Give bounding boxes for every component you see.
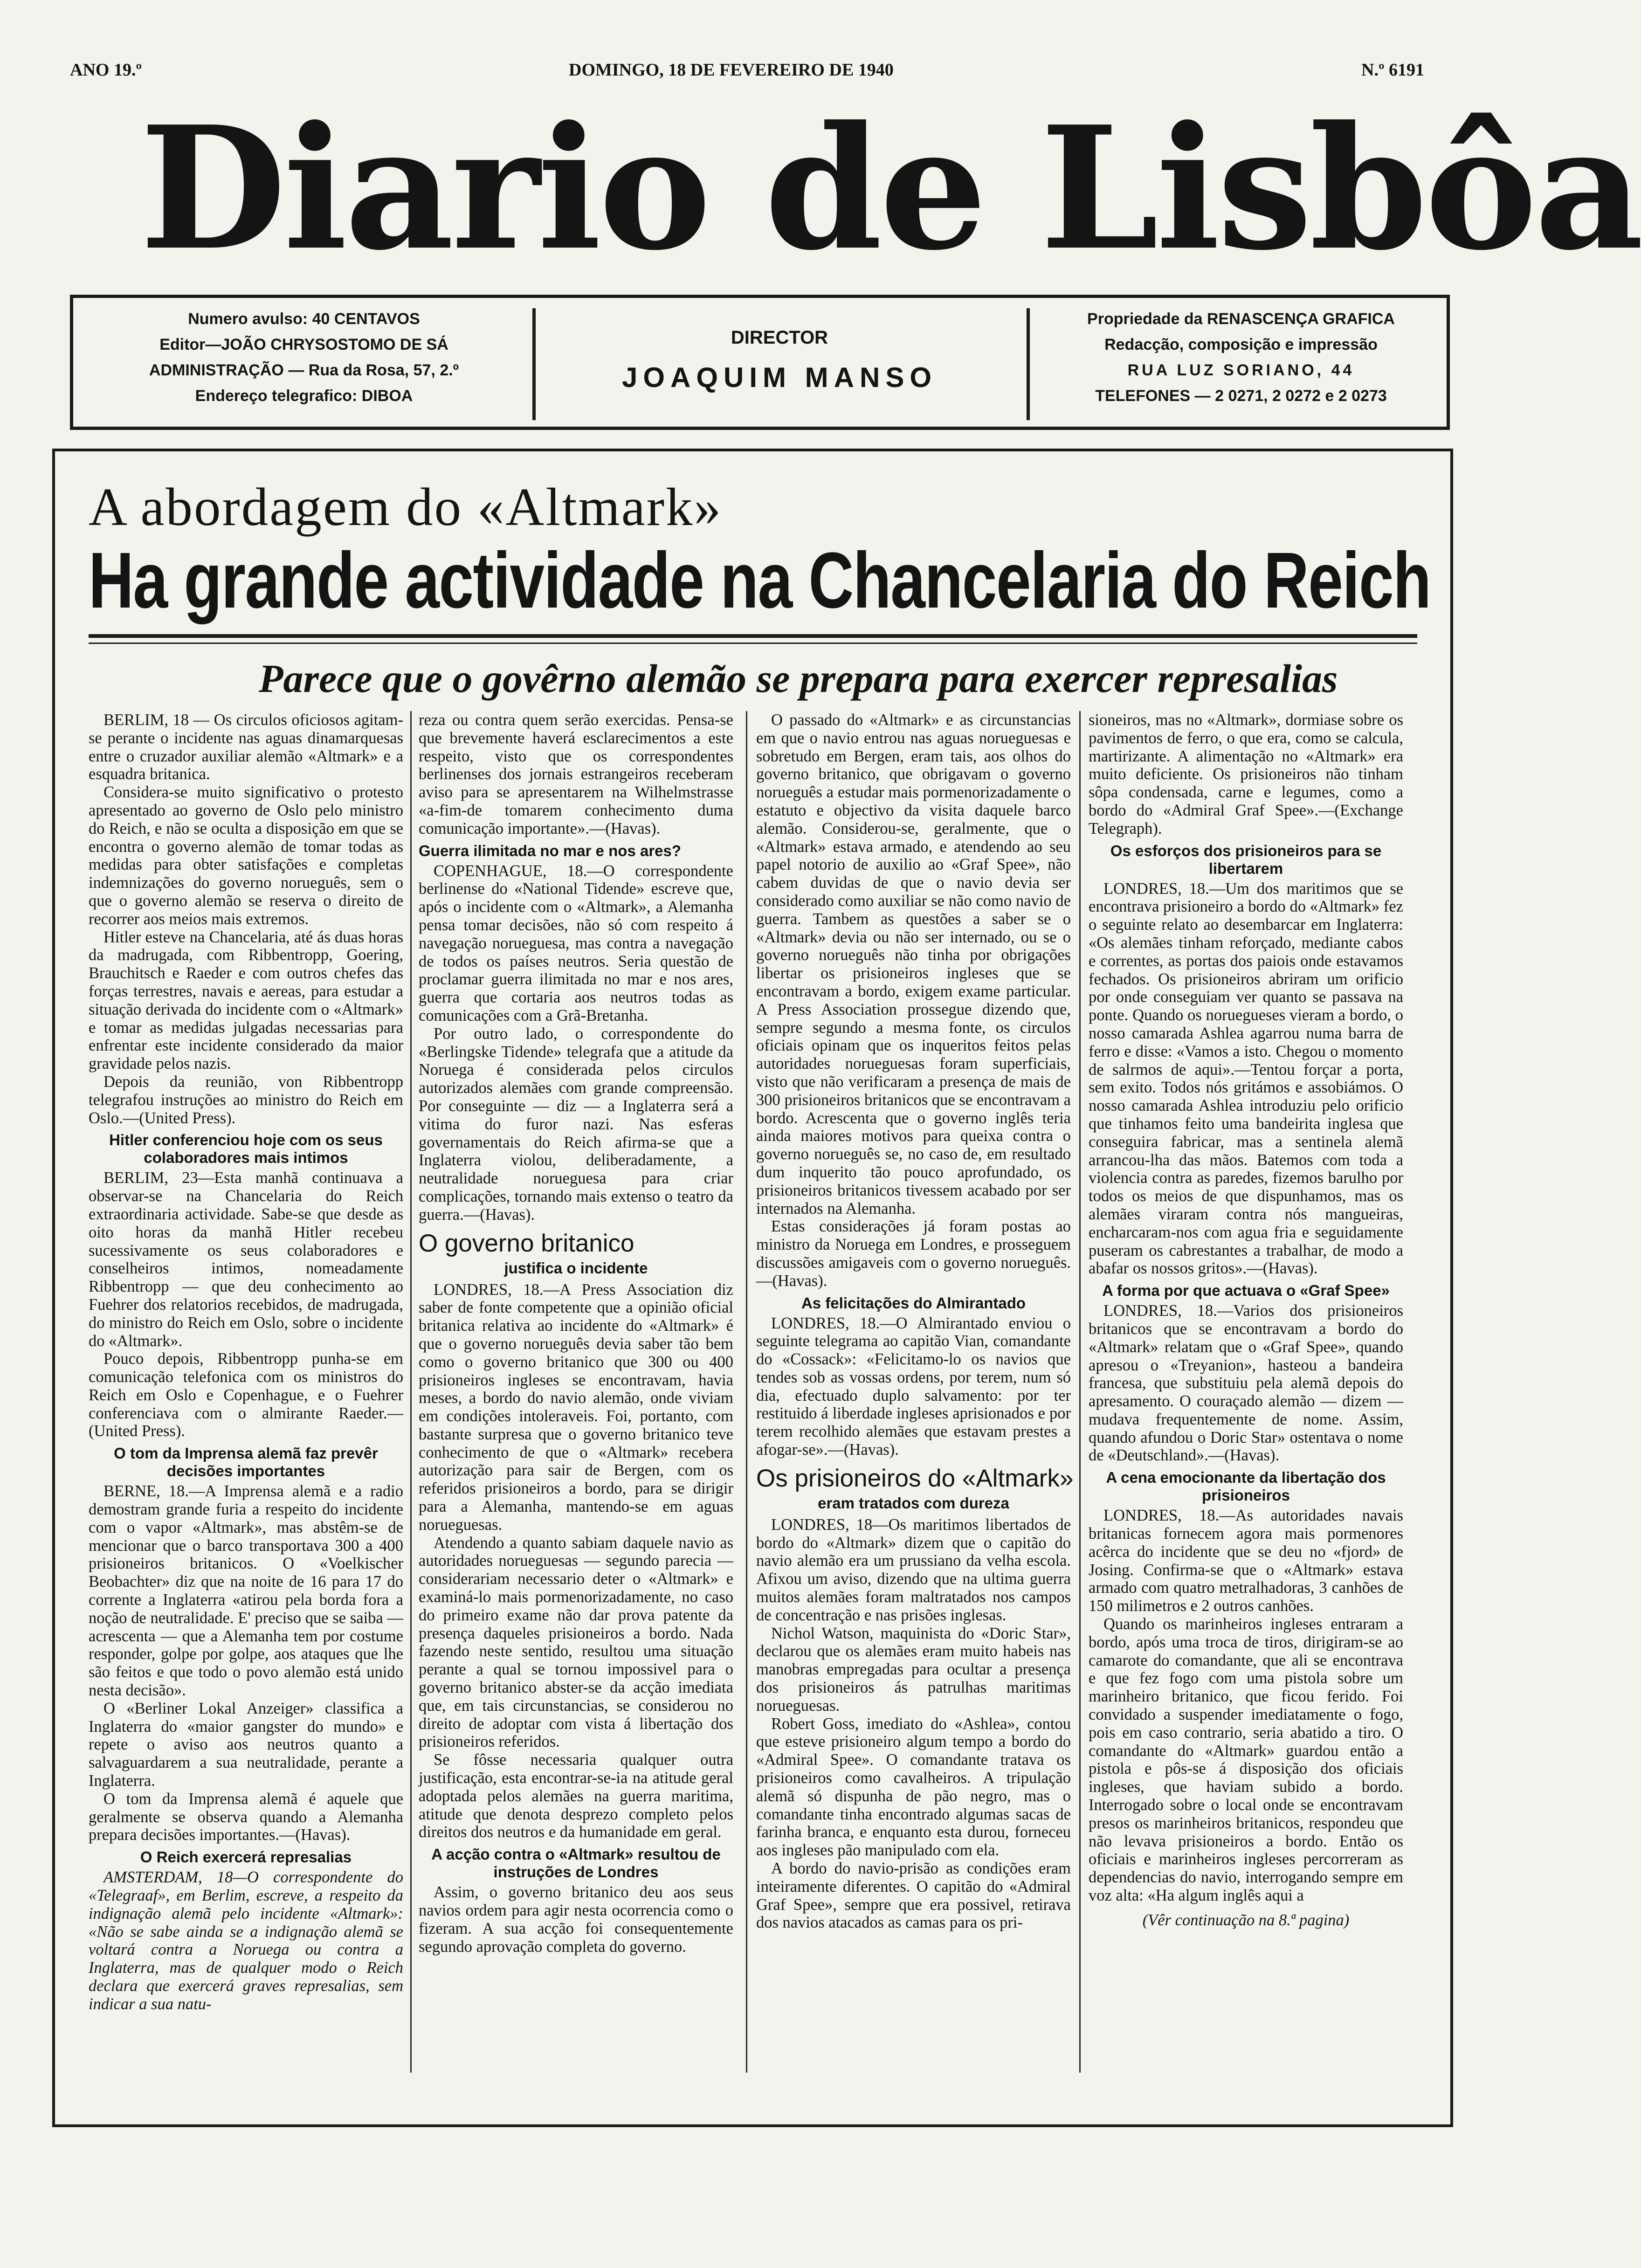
headline-rule	[89, 643, 1417, 644]
section-title: Os prisioneiros do «Altmark»	[756, 1464, 1074, 1492]
info-left	[94, 306, 514, 409]
paragraph: LONDRES, 18.—A Press Association diz saber de fonte competente que a opinião oficial britanica relativa ao incidente do «Altmark» é que o governo norueguês devia saber tão bem como o governo britanico que 300 ou 400 prisioneiros ingleses se encontravam, havia meses, a bordo do navio alemão, onde viviam em condições intoleraveis. Foi, portanto, com bastante surpresa que o governo britanico teve conhecimento de que o «Altmark» recebera autorização para sair de Bergen, com os referidos prisioneiros a bordo, para se dirigir para a Alemanha, mantendo-se em aguas norueguesas.	[419, 1280, 733, 1534]
paragraph: Quando os marinheiros ingleses entraram a bordo, após uma troca de tiros, dirigiram-se ao camarote do comandante, que ali se encontrava e que fez fogo com uma pistola sobre um marinheiro britanico, que ficou ferido. Foi convidado a suspender imediatamente o fogo, pois em caso contrario, seria abatido a tiro. O comandante do «Altmark» guardou então a pistola e pôs-se á disposição dos oficiais ingleses, que haviam subido a bordo. Interrogado sobre o local onde se encontravam presos os marinheiros britanicos, respondeu que não levava prisioneiros a bordo. Então os oficiais e marinheiros ingleses percorreram as dependencias do navio, interrogando sempre em voz alta: «Ha algum inglês aqui a	[1089, 1615, 1403, 1905]
info-left-line: Numero avulso: 40 CENTAVOS	[188, 310, 420, 328]
director-name: JOAQUIM MANSO	[621, 362, 938, 393]
paragraph: O passado do «Altmark» e as circunstancias em que o navio entrou nas aguas norueguesas e sobretudo em Bergen, eram tais, aos olhos do governo britanico, que obrigavam o governo norueguês a estudar mais pormenorizadamente o estatuto e objectivo da visita daquele barco alemão. Considerou-se, geralmente, que o «Altmark» estava armado, e atendendo ao seu papel notorio de auxilio ao «Graf Spee», não cabem duvidas de que o navio devia ser considerado como auxiliar se não como navio de guerra. Tambem as questões a saber se o «Altmark» devia ou não ser internado, ou se o governo norueguês não tinha por obrigações libertar os prisioneiros ingleses que se encontravam a bordo, exigem exame particular. A Press Association prossegue dizendo que, sempre segundo a mesma fonte, os circulos oficiais opinam que os inqueritos feitos pelas autoridades norueguesas foram superficiais, visto que não verificaram a presença de mais de 300 prisioneiros britanicos que se encontravam a bordo. Acrescenta que o governo inglês teria ainda maiores motivos para queixa contra o governo norueguês se, no caso de, em resultado dum inquerito tão pouco aprofundado, os prisioneiros britanicos tivessem acabado por ser internados na Alemanha.	[756, 711, 1071, 1217]
info-left-line: Endereço telegrafico: DIBOA	[195, 387, 413, 405]
section-heading: Os esforços dos prisioneiros para se libertarem	[1110, 842, 1382, 877]
column-rule	[410, 711, 412, 2073]
paragraph: BERLIM, 18 — Os circulos oficiosos agitam-se perante o incidente nas aguas dinamarquesas entre o cruzador auxiliar alemão «Altmark» e a esquadra britanica.	[89, 711, 403, 783]
section-heading: O tom da Imprensa alemã faz prevêr decisões importantes	[114, 1445, 378, 1480]
continuation-note: (Vêr continuação na 8.ª pagina)	[1142, 1911, 1350, 1929]
headline-rule	[89, 634, 1417, 638]
paragraph: LONDRES, 18.—Varios dos prisioneiros britanicos que se encontravam a bordo do «Altmark» relatam que o «Graf Spee», quando apresou o «Treyanion», hasteou a bandeira francesa, que substituiu pela alemã depois do apresamento. O couraçado alemão — dizem — mudava frequentemente de nome. Assim, quando afundou o Doric Star» ostentava o nome de «Deutschland».—(Havas).	[1089, 1302, 1403, 1465]
paragraph: LONDRES, 18.—O Almirantado enviou o seguinte telegrama ao capitão Vian, comandante do «Cossack»: «Felicitamo-lo os navios que tendes sob as vossas ordens, por terem, num só dia, efectuado duplo salvamento: por ter restituido á liberdade ingleses aprisionados e por terem recolhido alemães que estavam prestes a afogar-se».—(Havas).	[756, 1314, 1071, 1459]
section-subtitle: eram tratados com dureza	[818, 1494, 1009, 1512]
section-heading: A forma por que actuava o «Graf Spee»	[1102, 1282, 1390, 1300]
paragraph: Considera-se muito significativo o protesto apresentado ao governo de Oslo pelo ministro do Reich, e não se oculta a disposição em que se encontra o governo alemão de tomar todas as medidas para obter satisfações e completas indemnizações do governo norueguês, sem o que o governo alemão se reserva o direito de recorrer aos meios mais extremos.	[89, 783, 403, 928]
paragraph: BERNE, 18.—A Imprensa alemã e a radio demostram grande furia a respeito do incidente com o vapor «Altmark», mas abstêm-se de mencionar que o barco transportava 300 a 400 prisioneiros britanicos. O «Voelkischer Beobachter» diz que na noite de 16 para 17 do corrente a Inglaterra «atirou pela borda fora a noção de neutralidade. E' preciso que se saiba — acrescenta — que a Alemanha tem por costume responder, golpe por golpe, aos ataques que lhe são feitos e que todo o povo alemão está unido nesta decisão».	[89, 1482, 403, 1700]
section-heading: O Reich exercerá represalias	[140, 1848, 352, 1866]
article-kicker: A abordagem do «Altmark»	[89, 477, 723, 537]
info-box	[70, 295, 1450, 430]
section-subtitle: justifica o incidente	[504, 1259, 648, 1277]
paragraph: A bordo do navio-prisão as condições eram inteiramente diferentes. O capitão do «Admiral Graf Spee», sempre que era possivel, retirava dos navios atacados as camas para os pri-	[756, 1860, 1071, 1932]
info-divider	[532, 308, 536, 420]
paragraph: LONDRES, 18.—As autoridades navais britanicas fornecem agora mais pormenores acêrca do incidente que se deu no «fjord» de Josing. Confirma-se que o «Altmark» estava armado com quatro metralhadoras, 3 canhões de 150 milimetros e 2 outros canhões.	[1089, 1507, 1403, 1615]
paragraph: Se fôsse necessaria qualquer outra justificação, esta encontrar-se-ia na atitude geral adoptada pelos alemães na guerra maritima, atitude que denota desprezo completo pelos direitos dos neutros e da humanidade em geral.	[419, 1751, 733, 1841]
paragraph: LONDRES, 18—Os maritimos libertados de bordo do «Altmark» dizem que o capitão do navio alemão era um prussiano da velha escola. Afixou um aviso, dizendo que na ultima guerra muitos alemães foram maltratados nos campos de concentração e nas prisões inglesas.	[756, 1515, 1071, 1624]
section-title: O governo britanico	[419, 1229, 634, 1257]
paragraph: COPENHAGUE, 18.—O correspondente berlinense do «National Tidende» escreve que, após o incidente com o «Altmark», a Alemanha pensa tomar decisões, não só com respeito á navegação norueguesa, mas contra a navegação de todos os países neutros. Seria questão de proclamar guerra ilimitada no mar e nos ares, guerra que cortaria aos neutros todas as comunicações com a Grã-Bretanha.	[419, 862, 733, 1024]
section-heading: A cena emocionante da libertação dos prisioneiros	[1106, 1469, 1386, 1504]
article-headline: Ha grande actividade na Chancelaria do Reich	[89, 536, 1431, 625]
paragraph: reza ou contra quem serão exercidas. Pensa-se que brevemente haverá esclarecimentos a este respeito, visto que os correspondentes berlinenses dos jornais estrangeiros receberam aviso para se apresentarem na Wilhelmstrasse «a-fim-de tomarem conhecimento duma comunicação importante».—(Havas).	[419, 711, 733, 837]
paragraph: AMSTERDAM, 18—O correspondente do «Telegraaf», em Berlim, escreve, a respeito da indignação alemã pelo incidente «Altmark»: «Não se sabe ainda se a indignação alemã se voltará contra a Noruega ou contra a Inglaterra, mas de qualquer modo o Reich declara que exercerá graves represalias, sem indicar a sua natu-	[89, 1868, 403, 2013]
section-heading: As felicitações do Almirantado	[801, 1294, 1026, 1312]
paragraph: Depois da reunião, von Ribbentropp telegrafou instruções ao ministro do Reich em Oslo.—(United Press).	[89, 1072, 403, 1127]
paragraph: Atendendo a quanto sabiam daquele navio as autoridades norueguesas — segundo parecia — considerariam necessario deter o «Altmark» e examiná-lo mais pormenorizadamente, no caso do primeiro exame não dar prova patente da presença daqueles prisioneiros a bordo. Nada fazendo neste sentido, resultou uma situação perante a qual se tornou impossivel para o governo britanico abster-se da acção imediata que, em tais circunstancias, se considerou no direito de adoptar com vista á libertação dos prisioneiros referidos.	[419, 1534, 733, 1751]
info-left-line: ADMINISTRAÇÃO — Rua da Rosa, 57, 2.º	[149, 361, 459, 379]
paragraph: Estas considerações já foram postas ao ministro da Noruega em Londres, e prosseguem discussões amigaveis com o governo norueguês.—(Havas).	[756, 1217, 1071, 1290]
column-rule	[746, 711, 747, 2073]
paragraph: Nichol Watson, maquinista do «Doric Star», declarou que os alemães eram muito habeis nas manobras empregadas para ocultar a presença dos prisioneiros ás patrulhas maritimas norueguesas.	[756, 1624, 1071, 1715]
masthead-title: Diario de Lisbôa	[140, 90, 1641, 288]
info-left-line: Editor—JOÃO CHRYSOSTOMO DE SÁ	[159, 336, 448, 353]
paragraph: Por outro lado, o correspondente do «Berlingske Tidende» telegrafa que a atitude da Noruega é considerada pelos circulos autorizados alemães com grande compreensão. Por conseguinte — diz — a Inglaterra será a vitima do furor nazi. Nas esferas governamentais do Reich afirma-se que a Inglaterra violou, deliberadamente, a neutralidade norueguesa para criar complicações, tornando mais extenso o teatro da guerra.—(Havas).	[419, 1024, 733, 1224]
section-heading: Hitler conferenciou hoje com os seus colaboradores mais intimos	[109, 1131, 383, 1167]
text-column-4	[1089, 711, 1403, 1929]
text-column-3	[756, 711, 1074, 1932]
info-right-line: TELEFONES — 2 0271, 2 0272 e 2 0273	[1095, 387, 1387, 405]
paragraph: Assim, o governo britanico deu aos seus navios ordem para agir nesta ocorrencia como o fizeram. A sua acção foi consequentemente segundo aprovação completa do governo.	[419, 1883, 733, 1956]
director-label: DIRECTOR	[731, 327, 828, 348]
paragraph: LONDRES, 18.—Um dos maritimos que se encontrava prisioneiro a bordo do «Altmark» fez o seguinte relato ao desembarcar em Inglaterra: «Os alemães tinham reforçado, mediante cabos e correntes, as portas dos paiois onde estavamos fechados. Os prisioneiros abriram um orificio por onde conseguiam ver quanto se passava na ponte. Quando os noruegueses vieram a bordo, o nosso camarada Ashlea agarrou numa barra de ferro e disse: «Vamos a isto. Chegou o momento de salrmos de aqui».—Tentou forçar a porta, sem exito. Todos nós gritámos e assobiámos. O nosso camarada Ashlea introduziu pelo orificio que tinhamos feito uma bandeirita inglesa que conseguira fabricar, mas a sentinela alemã arrancou-lha das mãos. Batemos com toda a violencia contra as paredes, fizemos barulho por todos os meios de que dispunhamos, mas os alemães viraram contra nós mangueiras, encharcaram-nos com agua fria e seguidamente puseram os cabrestantes a trabalhar, de modo a abafar os nossos gritos».—(Havas).	[1089, 879, 1403, 1278]
column-rule	[1079, 711, 1081, 2073]
dateline	[70, 60, 1441, 88]
date-label: DOMINGO, 18 DE FEVEREIRO DE 1940	[569, 60, 894, 80]
paragraph: O tom da Imprensa alemã é aquele que geralmente se observa quando a Alemanha prepara decisões importantes.—(Havas).	[89, 1790, 403, 1844]
paragraph: Robert Goss, imediato do «Ashlea», contou que esteve prisioneiro algum tempo a bordo do «Admiral Spee». O comandante tratava os prisioneiros como cavalheiros. A tripulação alemã só dispunha de pão negro, mas o comandante tinha encontrado algumas sacas de farinha branca, e enquanto esta durou, forneceu aos ingleses pão manipulado com ela.	[756, 1715, 1071, 1860]
info-right	[1041, 306, 1441, 409]
text-column-1	[89, 711, 403, 2013]
section-heading: Guerra ilimitada no mar e nos ares?	[419, 842, 682, 859]
paragraph: Pouco depois, Ribbentropp punha-se em comunicação telefonica com os ministros do Reich em Oslo e Copenhague, e o Fuehrer conferenciava com o almirante Raeder.—(United Press).	[89, 1350, 403, 1440]
paragraph: BERLIM, 23—Esta manhã continuava a observar-se na Chancelaria do Reich extraordinaria actividade. Sabe-se que desde as oito horas da manhã Hitler recebeu sucessivamente os seus colaboradores e conselheiros intimos, nomeadamente Ribbentropp — que deu conhecimento ao Fuehrer dos relatorios recebidos, de madrugada, do ministro do Reich em Oslo, sobre o incidente do «Altmark».	[89, 1169, 403, 1350]
section-heading: A acção contra o «Altmark» resultou de instruções de Londres	[431, 1846, 721, 1881]
paragraph: O «Berliner Lokal Anzeiger» classifica a Inglaterra do «maior gangster do mundo» e repete o aviso aos neutros quanto a salvaguardarem a sua neutralidade, perante a Inglaterra.	[89, 1699, 403, 1790]
text-column-2	[419, 711, 733, 1956]
info-right-line: Redacção, composição e impressão	[1104, 336, 1378, 353]
year-label: ANO 19.º	[70, 60, 142, 80]
paragraph: sioneiros, mas no «Altmark», dormiase sobre os pavimentos de ferro, o que era, como se calcula, martirizante. A alimentação no «Altmark» era muito deficiente. Os prisioneiros não tinham sôpa condensada, carne e legumes, como a bordo do «Admiral Graf Spee».—(Exchange Telegraph).	[1089, 711, 1403, 837]
info-director	[539, 306, 1020, 393]
info-right-line: RUA LUZ SORIANO, 44	[1127, 361, 1355, 379]
article-subhead: Parece que o govêrno alemão se prepara para exercer represalias	[259, 656, 1338, 701]
info-divider	[1027, 308, 1030, 420]
issue-number: N.º 6191	[1361, 60, 1424, 80]
info-right-line: Propriedade da RENASCENÇA GRAFICA	[1087, 310, 1395, 328]
paragraph: Hitler esteve na Chancelaria, até ás duas horas da madrugada, com Ribbentropp, Goering, Brauchitsch e Raeder e com outros chefes das forças terrestres, navais e aereas, para estudar a situação derivada do incidente com o «Altmark» e tomar as medidas julgadas necessarias para enfrentar este incidente considerado da maior gravidade pelos nazis.	[89, 928, 403, 1073]
